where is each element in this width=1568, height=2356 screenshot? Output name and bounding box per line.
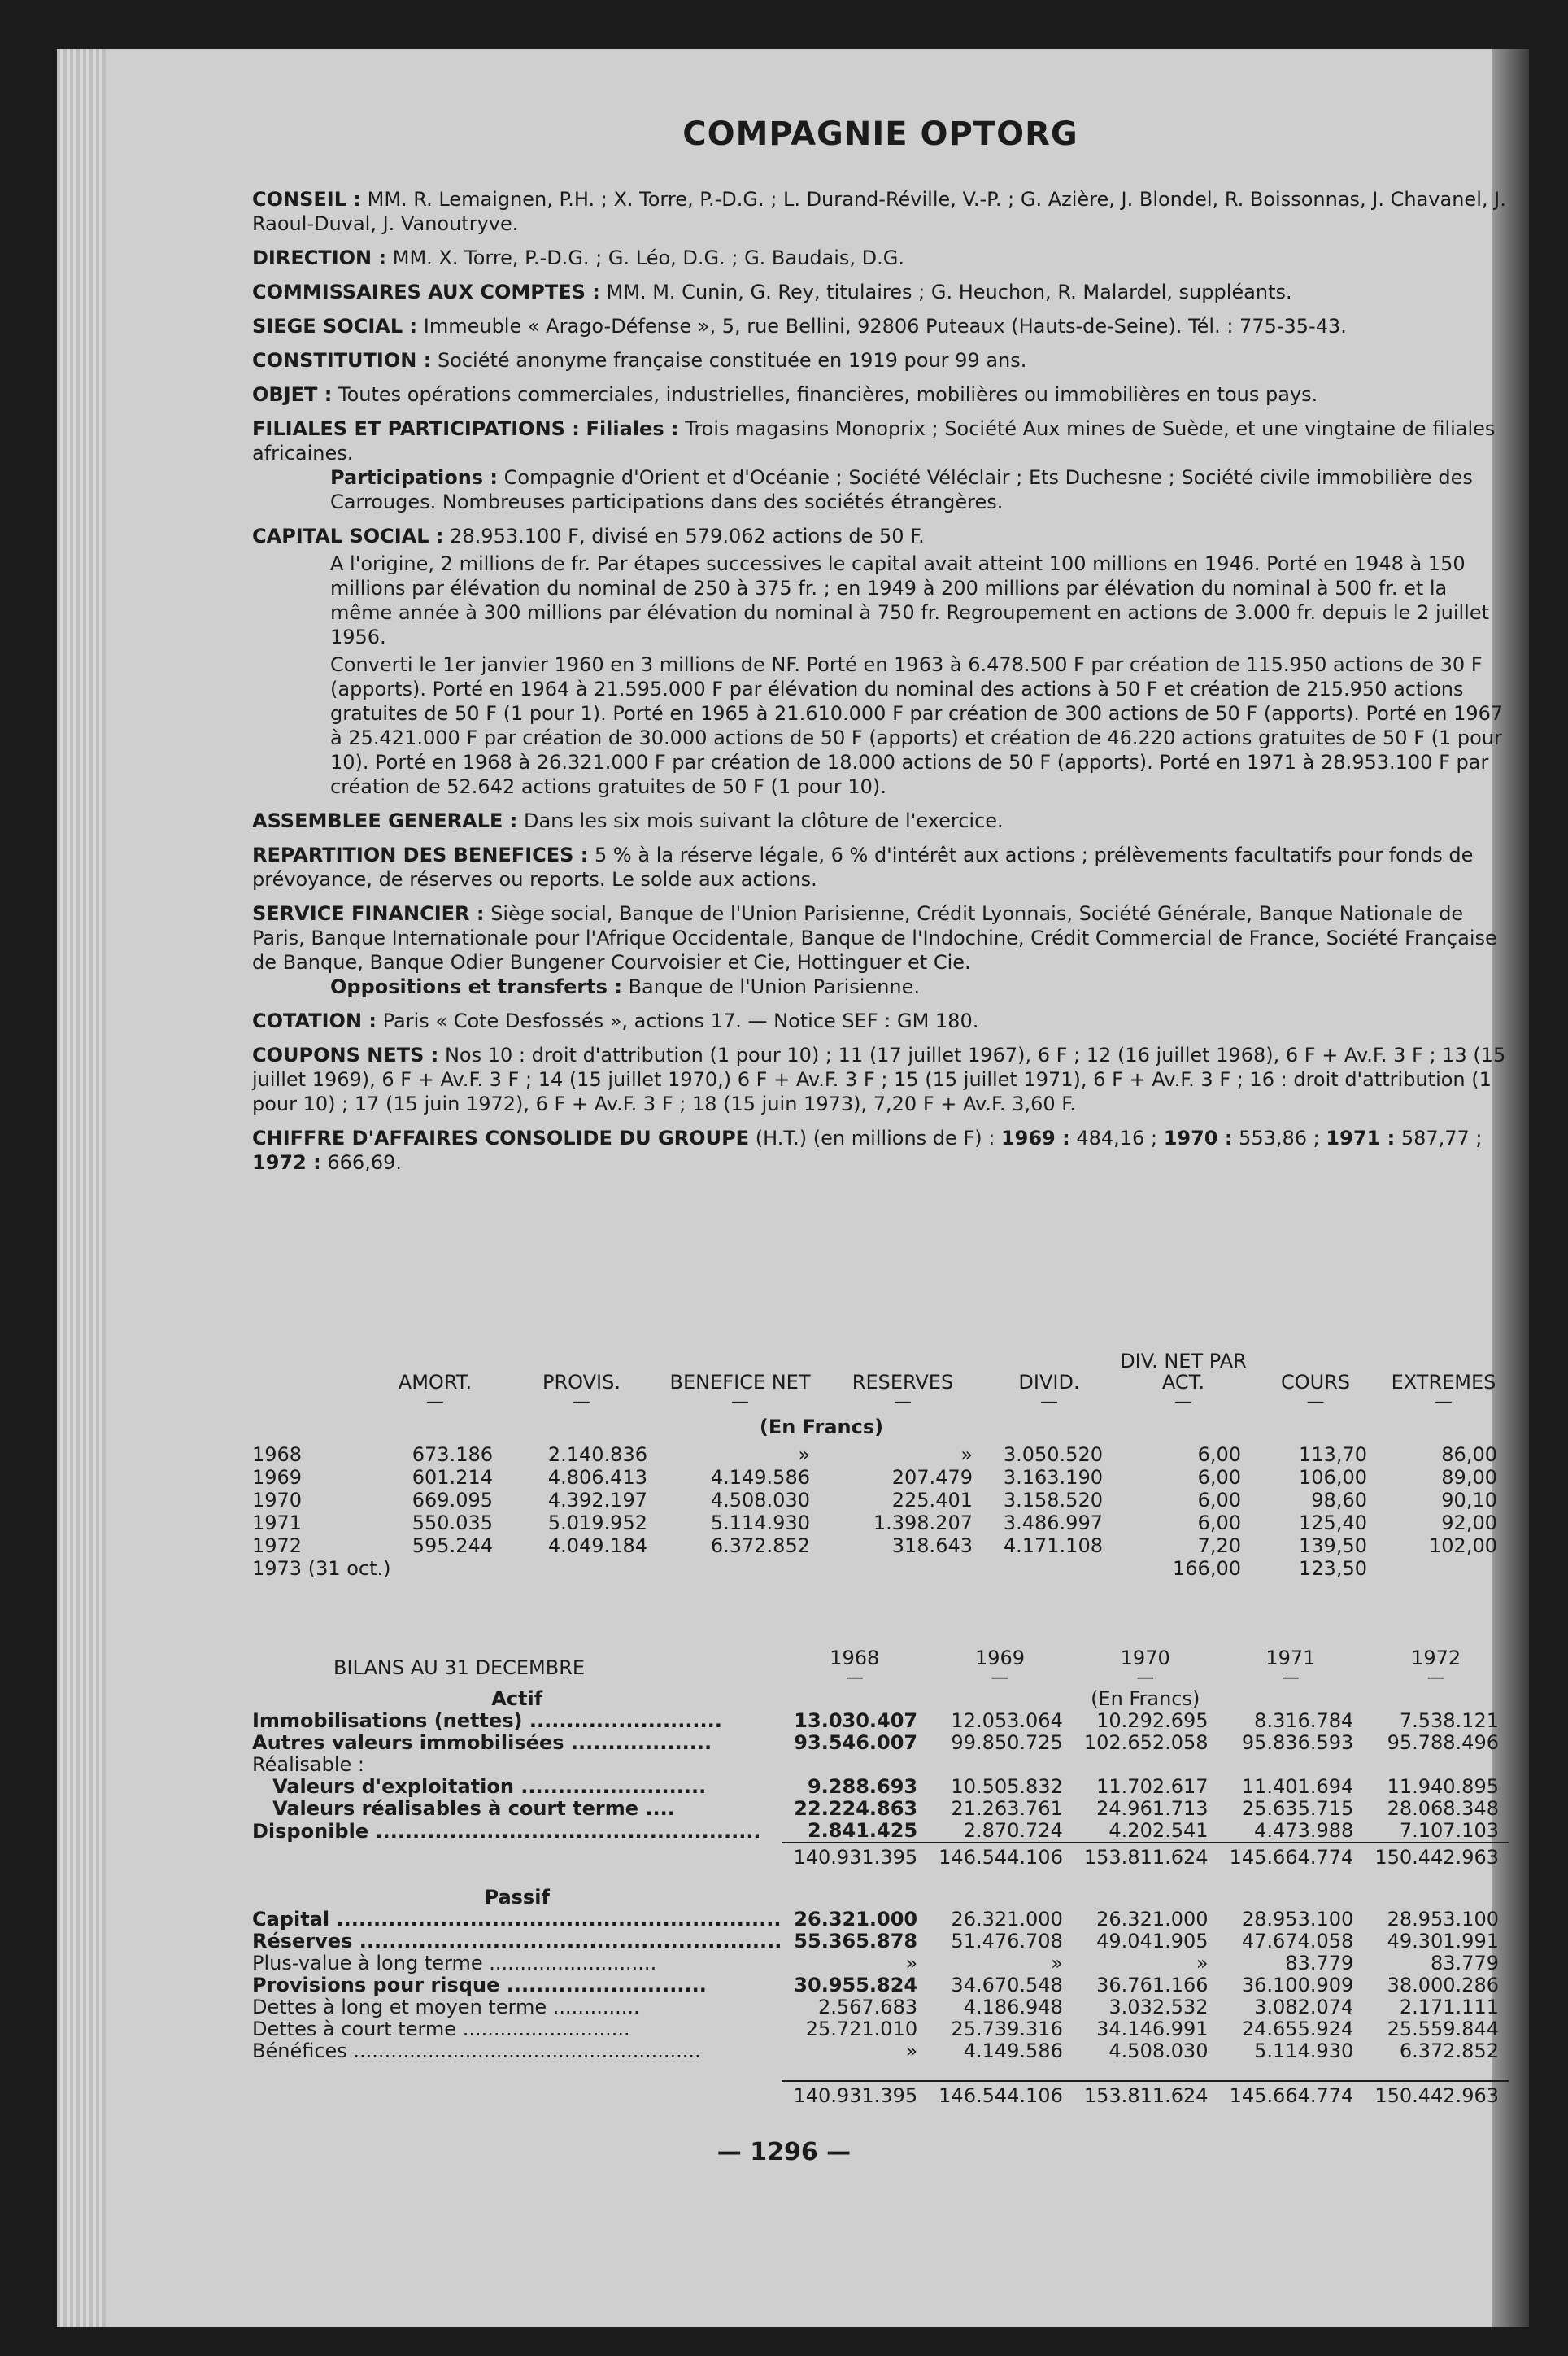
table-row: [252, 1443, 1509, 1466]
cell-cours-haut: 98,60: [1311, 1489, 1367, 1512]
cell-divid: 3.486.997: [1003, 1512, 1103, 1534]
actif-row-label: Immobilisations (nettes) ..........................: [252, 1710, 722, 1732]
row-year: 1968: [252, 1443, 303, 1466]
passif-total: 153.811.624: [1073, 2081, 1218, 2107]
actif-value: 102.652.058: [1083, 1731, 1209, 1754]
chiffre-year-1970: 1970 :: [1163, 1127, 1233, 1150]
cell-divid: [821, 1557, 984, 1580]
results-header-divid: DIVID. —: [1018, 1371, 1080, 1412]
results-unit: (En Francs): [759, 1416, 884, 1438]
actif-value: [1218, 1754, 1364, 1776]
passif-value: 26.321.000: [951, 1908, 1063, 1931]
results-table-block: [252, 1350, 1509, 1580]
actif-value: [927, 1754, 1073, 1776]
actif-value: 2.841.425: [807, 1819, 918, 1842]
chiffre-label: CHIFFRE D'AFFAIRES CONSOLIDE DU GROUPE: [252, 1127, 750, 1150]
passif-total-row: [252, 2081, 1509, 2107]
cell-divnet: 7,20: [1197, 1534, 1241, 1557]
actif-value: 11.401.694: [1241, 1775, 1354, 1798]
chiffre-text: (H.T.) (en millions de F) :: [755, 1127, 995, 1150]
bilans-year-1970: 1970 —: [1120, 1647, 1170, 1688]
actif-value: [782, 1754, 927, 1776]
passif-value: 25.559.844: [1387, 2018, 1499, 2040]
cell-divid: 3.163.190: [1003, 1466, 1103, 1489]
bilans-year-1971: 1971 —: [1265, 1647, 1316, 1688]
cotation-text: Paris « Cote Desfossés », actions 17. — Notice SEF : GM 180.: [382, 1010, 979, 1032]
service-label: SERVICE FINANCIER :: [252, 902, 485, 925]
bilans-year-1969: 1969 —: [974, 1647, 1026, 1688]
table-row: [252, 1710, 1509, 1732]
oppositions-text: Banque de l'Union Parisienne.: [628, 975, 921, 998]
table-row: [252, 2040, 1509, 2062]
conseil-label: CONSEIL :: [252, 188, 361, 211]
cell-reserves: »: [960, 1443, 973, 1466]
actif-value: 13.030.407: [794, 1709, 918, 1732]
chiffre-year-1972: 1972 :: [252, 1151, 321, 1174]
cell-reserves: 225.401: [891, 1489, 973, 1512]
bilans-year-1972: 1972 —: [1411, 1647, 1461, 1688]
passif-value: 25.721.010: [805, 2018, 918, 2040]
passif-value: 28.953.100: [1387, 1908, 1499, 1931]
cell-benefice: 4.149.586: [710, 1466, 810, 1489]
passif-value: 3.032.532: [1108, 1996, 1209, 2018]
passif-value: 55.365.878: [794, 1930, 918, 1952]
cell-benefice: 5.114.930: [710, 1512, 810, 1534]
actif-value: 24.961.713: [1096, 1797, 1209, 1820]
results-header-year: [252, 1350, 366, 1412]
passif-value: 36.100.909: [1241, 1974, 1354, 1996]
cell-benefice: 6.372.852: [710, 1534, 810, 1557]
direction-label: DIRECTION :: [252, 247, 387, 269]
table-row: [252, 1820, 1509, 1843]
cell-cours-haut: 125,40: [1299, 1512, 1367, 1534]
passif-value: 83.779: [1285, 1952, 1354, 1974]
actif-value: 2.870.724: [963, 1819, 1063, 1842]
table-row: [252, 1732, 1509, 1754]
actif-value: 99.850.725: [951, 1731, 1063, 1754]
passif-value: 34.670.548: [951, 1974, 1063, 1996]
passif-value: 83.779: [1431, 1952, 1499, 1974]
table-row: [252, 1489, 1509, 1512]
cell-amort: 669.095: [412, 1489, 493, 1512]
section-objet: [252, 382, 1509, 407]
section-repartition: [252, 843, 1509, 892]
chiffre-year-1969: 1969 :: [1000, 1127, 1070, 1150]
passif-row-label: Provisions pour risque ...........................: [252, 1974, 707, 1996]
cell-cours-bas: 102,00: [1429, 1534, 1497, 1557]
passif-total: 146.544.106: [927, 2081, 1073, 2107]
table-row: [252, 1952, 1509, 1974]
page-edges: [57, 49, 106, 2327]
table-row: [252, 1776, 1509, 1798]
section-filiales: [252, 417, 1509, 514]
cell-amort: 550.035: [412, 1512, 493, 1534]
passif-value: 38.000.286: [1387, 1974, 1499, 1996]
actif-value: 12.053.064: [951, 1709, 1063, 1732]
results-header-cours: COURS —: [1280, 1371, 1351, 1412]
actif-total: 145.664.774: [1218, 1843, 1364, 1869]
cell-reserves: 318.643: [891, 1534, 973, 1557]
results-header-provis: PROVIS. —: [542, 1371, 621, 1412]
cell-cours-bas: 86,00: [1441, 1443, 1497, 1466]
company-title: COMPAGNIE OPTORG: [682, 116, 1078, 153]
cell-cours-haut: 139,50: [1299, 1534, 1367, 1557]
cell-divnet: [984, 1557, 1114, 1580]
passif-value: 34.146.991: [1096, 2018, 1209, 2040]
results-header-reserves: RESERVES —: [852, 1371, 954, 1412]
actif-value: 7.107.103: [1399, 1819, 1499, 1842]
passif-value: 51.476.708: [951, 1930, 1063, 1952]
cell-provis: 5.019.952: [547, 1512, 647, 1534]
table-row: [252, 1754, 1509, 1776]
passif-header-row: [252, 1887, 1509, 1909]
passif-value: 28.953.100: [1241, 1908, 1354, 1931]
bilans-year-1968: 1968 —: [830, 1647, 880, 1688]
passif-value: 2.567.683: [817, 1996, 918, 2018]
passif-total: 150.442.963: [1363, 2081, 1509, 2107]
actif-value: 22.224.863: [794, 1797, 918, 1820]
table-row: [252, 1974, 1509, 1996]
cotation-label: COTATION :: [252, 1010, 377, 1032]
cell-divid: 3.158.520: [1003, 1489, 1103, 1512]
passif-value: 2.171.111: [1399, 1996, 1499, 2018]
passif-label: Passif: [484, 1886, 550, 1909]
objet-text: Toutes opérations commerciales, industrielles, financières, mobilières ou immobilières en tous pays.: [338, 383, 1318, 406]
assemblee-text: Dans les six mois suivant la clôture de l'exercice.: [523, 809, 1004, 832]
actif-value: 93.546.007: [794, 1731, 918, 1754]
assemblee-label: ASSEMBLEE GENERALE :: [252, 809, 518, 832]
actif-total: 153.811.624: [1073, 1843, 1218, 1869]
cell-divnet: 6,00: [1197, 1489, 1241, 1512]
results-header-divnet: DIV. NET PAR ACT. —: [1120, 1350, 1247, 1412]
cell-cours-haut: 106,00: [1299, 1466, 1367, 1489]
participations-block: [252, 465, 1509, 514]
chiffre-value-1969: 484,16 ;: [1076, 1127, 1158, 1150]
passif-value: 36.761.166: [1096, 1974, 1209, 1996]
oppositions-label: Oppositions et transferts :: [330, 975, 622, 998]
participations-text: Compagnie d'Orient et d'Océanie ; Société Véléclair ; Ets Duchesne ; Société civile immobilière des Carrouges. Nombreuses participations dans des sociétés étrangères.: [330, 466, 1473, 513]
results-header-row: [252, 1350, 1509, 1412]
cell-cours-bas: 123,50: [1299, 1557, 1367, 1580]
actif-value: 95.836.593: [1241, 1731, 1354, 1754]
actif-value: 9.288.693: [807, 1775, 918, 1798]
cell-provis: 2.140.836: [547, 1443, 647, 1466]
cell-cours-haut: 113,70: [1299, 1443, 1367, 1466]
row-year: 1973 (31 oct.): [252, 1557, 391, 1580]
notice-text: [252, 114, 1509, 1185]
section-assemblee: [252, 809, 1509, 833]
participations-label: Participations :: [330, 466, 499, 489]
objet-label: OBJET :: [252, 383, 333, 406]
cell-divnet: 6,00: [1197, 1466, 1241, 1489]
repartition-text: 5 % à la réserve légale, 6 % d'intérêt aux actions ; prélèvements facultatifs pour fonds de prévoyance, de réserves ou reports. Le solde aux actions.: [252, 844, 1474, 891]
actif-total: 140.931.395: [782, 1843, 927, 1869]
actif-value: 95.788.496: [1387, 1731, 1499, 1754]
actif-row-label: Valeurs réalisables à court terme ....: [252, 1798, 675, 1820]
passif-row-label: Dettes à long et moyen terme ..............: [252, 1996, 640, 2018]
passif-value: 4.186.948: [963, 1996, 1063, 2018]
passif-value: 6.372.852: [1399, 2040, 1499, 2062]
cell-divnet: 6,00: [1197, 1512, 1241, 1534]
cell-amort: 595.244: [412, 1534, 493, 1557]
cell-cours-bas: 92,00: [1441, 1512, 1497, 1534]
chiffre-value-1971: 587,77 ;: [1400, 1127, 1483, 1150]
actif-value: 4.473.988: [1254, 1819, 1354, 1842]
actif-row-label: Réalisable :: [252, 1754, 364, 1776]
bilans-block: [252, 1647, 1509, 2107]
capital-text: 28.953.100 F, divisé en 579.062 actions de 50 F.: [450, 525, 925, 548]
cell-provis: 4.049.184: [547, 1534, 647, 1557]
cell-divnet: 6,00: [1197, 1443, 1241, 1466]
filiales-label: FILIALES ET PARTICIPATIONS :: [252, 417, 580, 440]
passif-row-label: Bénéfices ........................................................: [252, 2040, 701, 2062]
bilans-table: [252, 1647, 1509, 2107]
passif-row-label: Capital ............................................................: [252, 1909, 782, 1931]
cell-cours-haut: 166,00: [1173, 1557, 1241, 1580]
oppositions-block: [252, 975, 1509, 999]
passif-value: 30.955.824: [794, 1974, 918, 1996]
actif-header-row: [252, 1688, 1509, 1710]
cell-divid: 3.050.520: [1003, 1443, 1103, 1466]
actif-value: [1363, 1754, 1509, 1776]
actif-row-label: Disponible ....................................................: [252, 1820, 761, 1843]
cell-cours-bas: 89,00: [1441, 1466, 1497, 1489]
cell-reserves: [659, 1557, 821, 1580]
passif-value: 47.674.058: [1241, 1930, 1354, 1952]
section-coupons: [252, 1043, 1509, 1116]
cell-benefice: »: [798, 1443, 810, 1466]
passif-value: 49.041.905: [1096, 1930, 1209, 1952]
constitution-label: CONSTITUTION :: [252, 349, 432, 372]
passif-value: 49.301.991: [1387, 1930, 1499, 1952]
section-direction: [252, 246, 1509, 270]
passif-value: 26.321.000: [794, 1908, 918, 1931]
passif-total: 140.931.395: [782, 2081, 927, 2107]
table-row: [252, 1512, 1509, 1534]
passif-row-label: Plus-value à long terme ...........................: [252, 1952, 657, 1974]
actif-value: [1073, 1754, 1218, 1776]
cell-amort: 673.186: [412, 1443, 493, 1466]
direction-text: MM. X. Torre, P.-D.G. ; G. Léo, D.G. ; G. Baudais, D.G.: [392, 247, 905, 269]
repartition-label: REPARTITION DES BENEFICES :: [252, 844, 589, 866]
row-year: 1970: [252, 1489, 303, 1512]
actif-value: 25.635.715: [1241, 1797, 1354, 1820]
cell-amort: 601.214: [412, 1466, 493, 1489]
results-header-benefice: BENEFICE NET —: [669, 1371, 811, 1412]
passif-value: »: [1051, 1952, 1063, 1974]
constitution-text: Société anonyme française constituée en 1919 pour 99 ans.: [437, 349, 1027, 372]
row-year: 1972: [252, 1534, 303, 1557]
actif-value: 8.316.784: [1254, 1709, 1354, 1732]
chiffre-value-1970: 553,86 ;: [1239, 1127, 1320, 1150]
passif-value: 4.149.586: [963, 2040, 1063, 2062]
cell-divid: 4.171.108: [1003, 1534, 1103, 1557]
table-row: [252, 1466, 1509, 1489]
table-row: [252, 2018, 1509, 2040]
results-header-extremes: EXTREMES —: [1391, 1371, 1496, 1412]
section-conseil: [252, 187, 1509, 236]
section-commissaires: [252, 280, 1509, 304]
section-chiffre: [252, 1126, 1509, 1175]
actif-total-row: [252, 1843, 1509, 1869]
section-constitution: [252, 348, 1509, 373]
actif-total: 150.442.963: [1363, 1843, 1509, 1869]
actif-value: 11.940.895: [1387, 1775, 1499, 1798]
actif-total: 146.544.106: [927, 1843, 1073, 1869]
actif-label: Actif: [491, 1687, 543, 1710]
passif-value: 25.739.316: [951, 2018, 1063, 2040]
results-unit-row: [252, 1412, 1509, 1443]
passif-row-label: Réserves .........................................................: [252, 1931, 782, 1952]
coupons-label: COUPONS NETS :: [252, 1044, 439, 1067]
table-row: [252, 1798, 1509, 1820]
bilans-header-row: [252, 1647, 1509, 1688]
table-row: [252, 1931, 1509, 1952]
filiales-sublabel: Filiales :: [586, 417, 679, 440]
passif-value: 5.114.930: [1254, 2040, 1354, 2062]
chiffre-year-1971: 1971 :: [1326, 1127, 1396, 1150]
results-table: [252, 1350, 1509, 1580]
section-siege: [252, 314, 1509, 338]
chiffre-value-1972: 666,69.: [327, 1151, 402, 1174]
cell-provis: 4.392.197: [547, 1489, 647, 1512]
passif-value: »: [905, 2040, 918, 2062]
section-capital: [252, 524, 1509, 799]
coupons-text: Nos 10 : droit d'attribution (1 pour 10) ; 11 (17 juillet 1967), 6 F ; 12 (16 juillet 1968), 6 F + Av.F. 3 F ; 13 (15 juillet 1969), 6 F + Av.F. 3 F ; 14 (15 juillet 1970,) 6 F + Av.F. 3 F ; 15 (15 juillet 1971), 6 F + Av.F. 3 F ; 16 : droit d'attribution (1 pour 10) ; 17 (15 juin 1972), 6 F + Av.F. 3 F ; 18 (15 juin 1973), 7,20 F + Av.F. 3,60 F.: [252, 1044, 1506, 1115]
passif-value: 4.508.030: [1108, 2040, 1209, 2062]
actif-value: 4.202.541: [1108, 1819, 1209, 1842]
table-row: [252, 1534, 1509, 1557]
passif-value: »: [905, 1952, 918, 1974]
service-text: Siège social, Banque de l'Union Parisienne, Crédit Lyonnais, Société Générale, Banque Nationale de Paris, Banque Internationale pour l'Afrique Occidentale, Banque de l'Indochine, Crédit Commercial de France, Société Française de Banque, Banque Odier Bungener Courvoisier et Cie, Hottinguer et Cie.: [252, 902, 1497, 974]
siege-text: Immeuble « Arago-Défense », 5, rue Bellini, 92806 Puteaux (Hauts-de-Seine). Tél. : 775-35-43.: [423, 315, 1347, 338]
actif-value: 28.068.348: [1387, 1797, 1499, 1820]
actif-value: 11.702.617: [1096, 1775, 1209, 1798]
passif-value: 3.082.074: [1254, 1996, 1354, 2018]
row-year: 1971: [252, 1512, 303, 1534]
section-cotation: [252, 1009, 1509, 1033]
passif-value: »: [1196, 1952, 1209, 1974]
cell-reserves: 207.479: [891, 1466, 973, 1489]
capital-label: CAPITAL SOCIAL :: [252, 525, 444, 548]
passif-rows: [252, 1909, 1509, 2062]
conseil-text: MM. R. Lemaignen, P.H. ; X. Torre, P.-D.G. ; L. Durand-Réville, V.-P. ; G. Azière, J. Blondel, R. Boissonnas, J. Chavanel, J. Raoul-Duval, J. Vanoutryve.: [252, 188, 1506, 235]
section-service: [252, 901, 1509, 999]
actif-value: 21.263.761: [951, 1797, 1063, 1820]
passif-value: 26.321.000: [1096, 1908, 1209, 1931]
actif-value: 10.292.695: [1096, 1709, 1209, 1732]
actif-row-label: Autres valeurs immobilisées ...................: [252, 1732, 712, 1754]
capital-history-2: Converti le 1er janvier 1960 en 3 millions de NF. Porté en 1963 à 6.478.500 F par création de 115.950 actions de 30 F (apports). Porté en 1964 à 21.595.000 F par élévation du nominal des actions à 50 F et création de 215.950 actions gratuites de 50 F (1 pour 1). Porté en 1965 à 21.610.000 F par création de 300 actions de 50 F (apports). Porté en 1967 à 25.421.000 F par création de 30.000 actions de 50 F (apports) et création de 46.220 actions gratuites de 50 F (1 pour 10). Porté en 1968 à 26.321.000 F par création de 18.000 actions de 50 F (apports). Porté en 1971 à 28.953.100 F par création de 52.642 actions gratuites de 50 F (1 pour 10).: [330, 653, 1504, 798]
actif-row-label: Valeurs d'exploitation .........................: [252, 1776, 707, 1798]
passif-row-label: Dettes à court terme ...........................: [252, 2018, 630, 2040]
page-number: — 1296 —: [716, 2138, 852, 2166]
passif-total: 145.664.774: [1218, 2081, 1364, 2107]
filiales-text: Trois magasins Monoprix ; Société Aux mines de Suède, et une vingtaine de filiales africaines.: [252, 417, 1496, 465]
table-row: [252, 1557, 1509, 1580]
results-header-amort: AMORT. —: [398, 1371, 473, 1412]
cell-benefice: 4.508.030: [710, 1489, 810, 1512]
bilans-title: BILANS AU 31 DECEMBRE: [333, 1656, 586, 1679]
actif-value: 7.538.121: [1399, 1709, 1499, 1732]
siege-label: SIEGE SOCIAL :: [252, 315, 418, 338]
actif-value: 10.505.832: [951, 1775, 1063, 1798]
row-year: 1969: [252, 1466, 303, 1489]
commissaires-text: MM. M. Cunin, G. Rey, titulaires ; G. Heuchon, R. Malardel, suppléants.: [606, 281, 1292, 303]
bilans-unit: (En Francs): [1091, 1687, 1200, 1710]
passif-value: 24.655.924: [1241, 2018, 1354, 2040]
actif-rows: [252, 1710, 1509, 1843]
cell-cours-bas: 90,10: [1441, 1489, 1497, 1512]
table-row: [252, 1909, 1509, 1931]
commissaires-label: COMMISSAIRES AUX COMPTES :: [252, 281, 600, 303]
cell-reserves: 1.398.207: [873, 1512, 973, 1534]
cell-provis: 4.806.413: [547, 1466, 647, 1489]
capital-history-1: A l'origine, 2 millions de fr. Par étapes successives le capital avait atteint 100 millions en 1946. Porté en 1948 à 150 millions par élévation du nominal de 250 à 375 fr. ; en 1949 à 200 millions par élévation du nominal à 500 fr. et la même année à 300 millions par élévation du nominal à 750 fr. Regroupement en actions de 3.000 fr. depuis le 2 juillet 1956.: [330, 552, 1490, 648]
table-row: [252, 1996, 1509, 2018]
